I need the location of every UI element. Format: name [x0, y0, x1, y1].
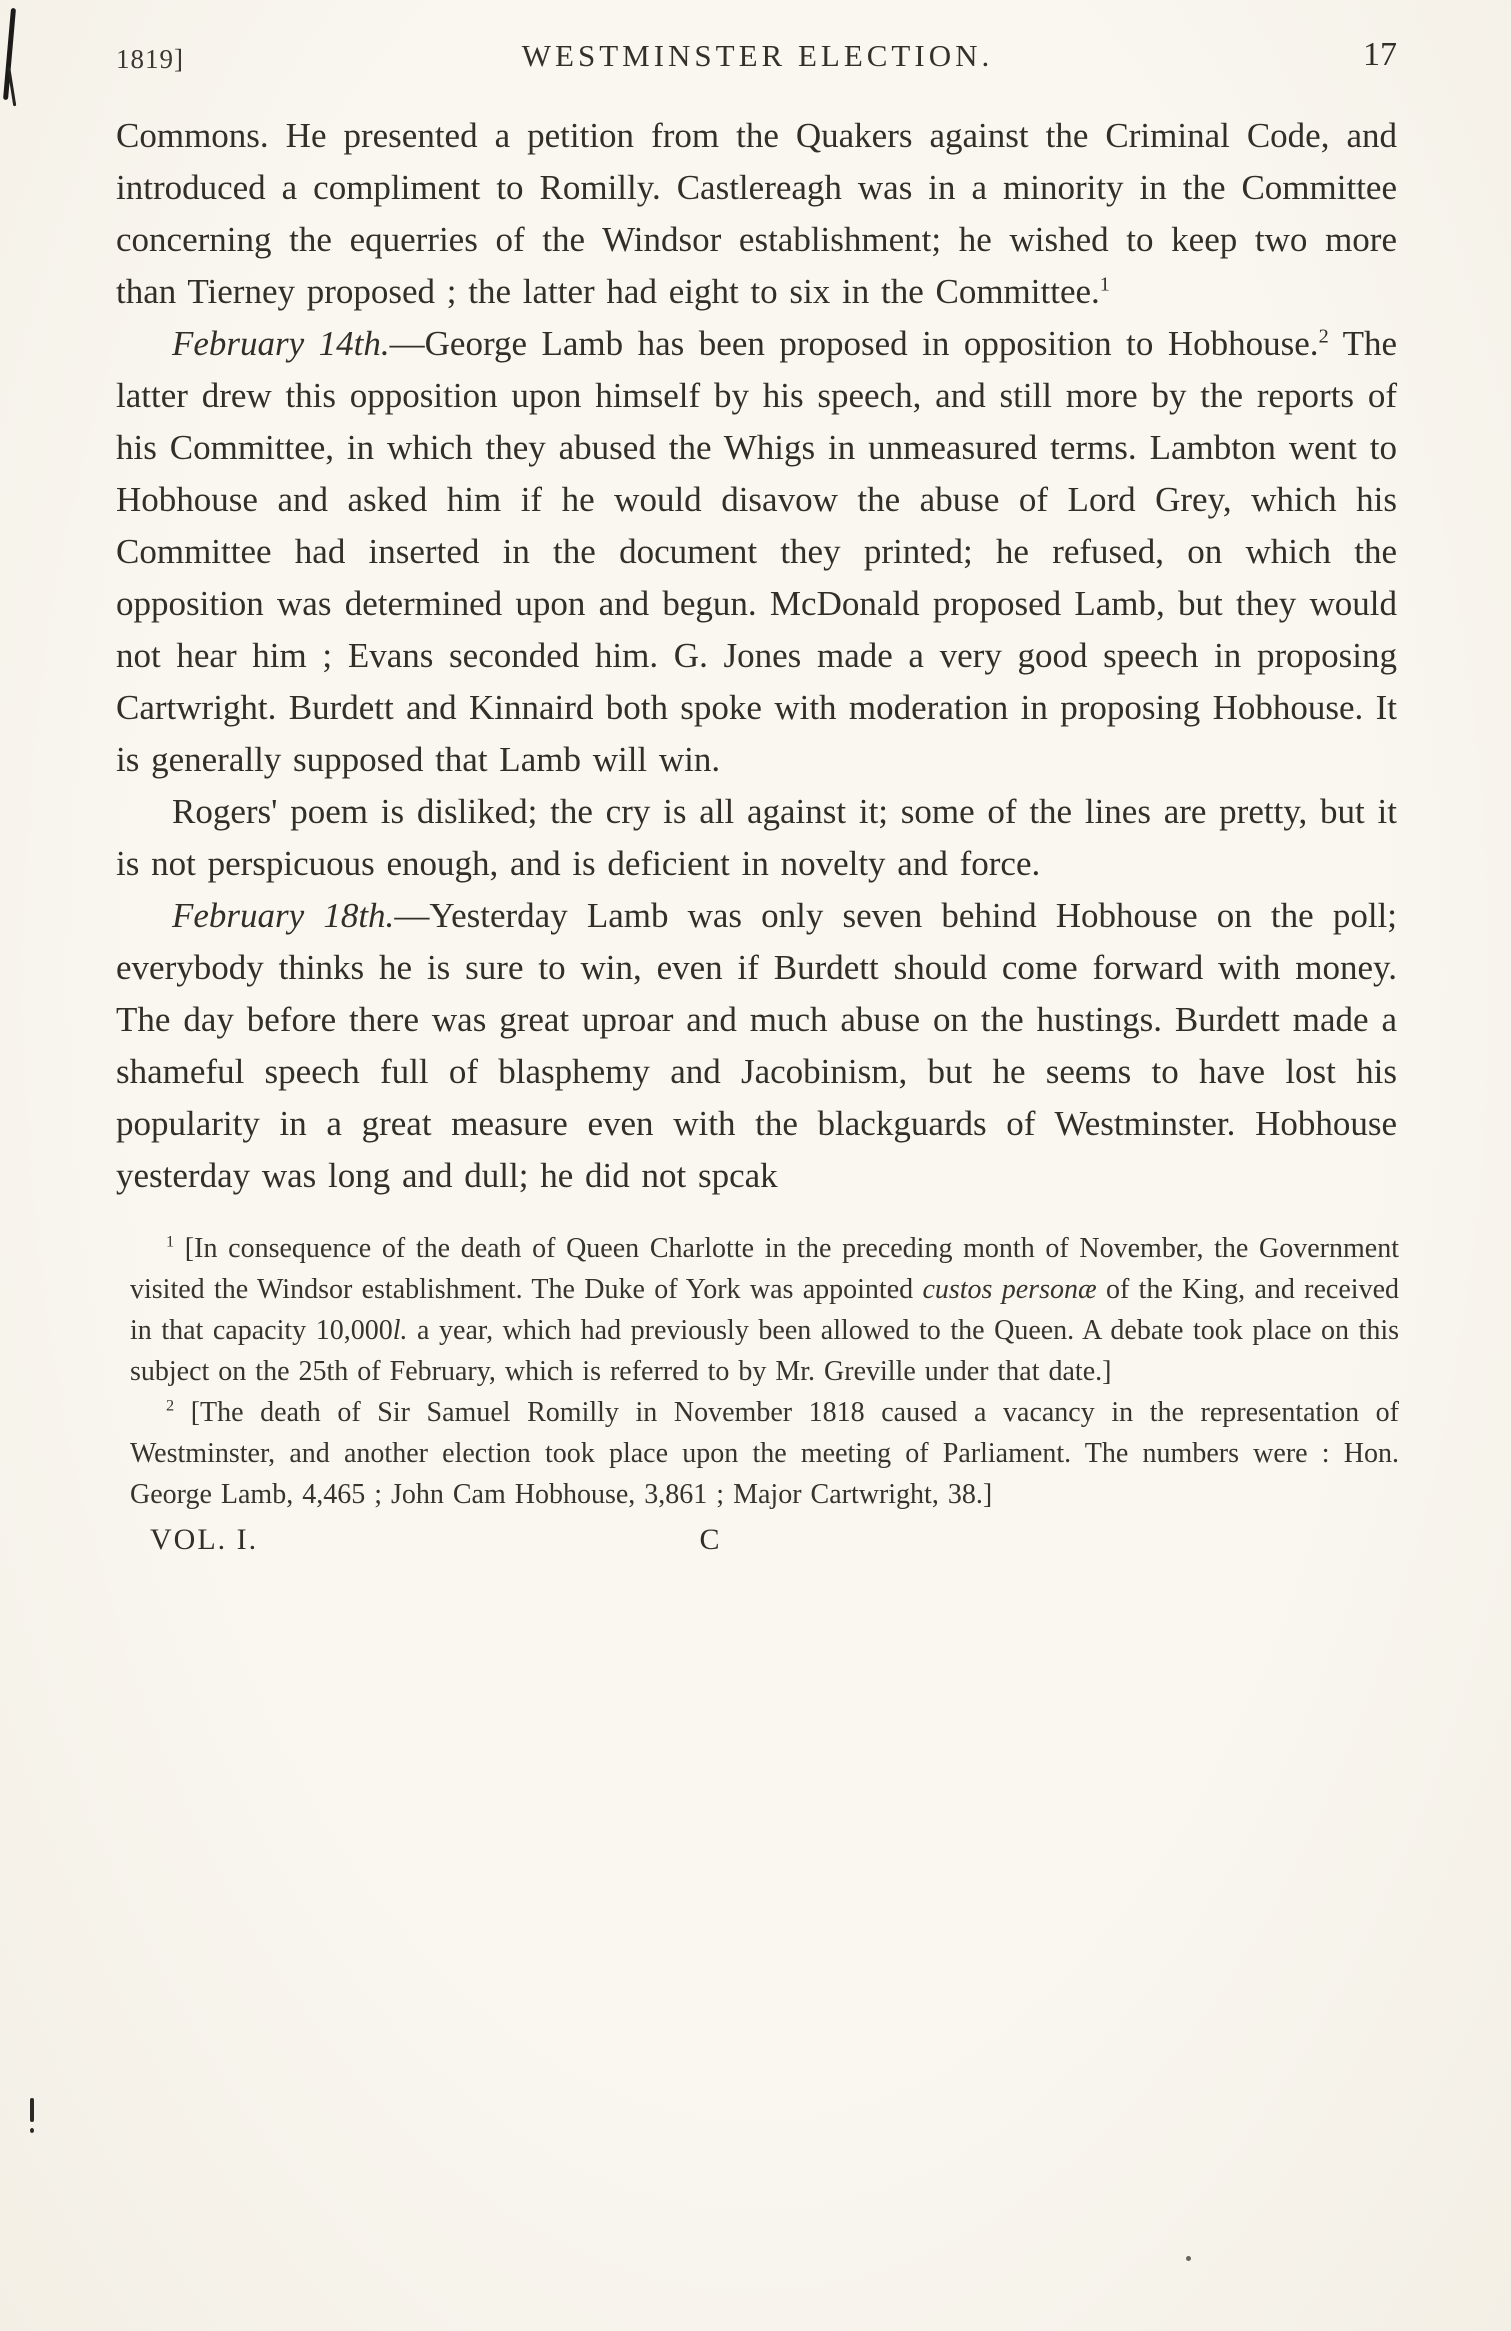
text-run: of the King, and received in that capacity 10,000: [130, 1274, 1399, 1346]
signature-mark: C: [699, 1523, 720, 1556]
text-run: The latter drew this opposition upon himself by his speech, and still more by the reports of his Committee, in which they abused the Whigs in unmeasured terms. Lambton went to Hobhouse and asked him if he would disavow the abuse of Lord Grey, which his Committee had inserted in the document they printed; he refused, on which the opposition was determined upon and begun. McDonald proposed Lamb, but they would not hear him ; Evans seconded him. G. Jones made a very good speech in proposing Cartwright. Burdett and Kinnaird both spoke with moderation in proposing Hobhouse. It is generally supposed that Lamb will win.: [116, 324, 1397, 779]
scan-mark-left-margin: [30, 2098, 34, 2122]
text-run: Rogers' poem is disliked; the cry is all against it; some of the lines are pretty, but it is not perspicuous enough, and is deficient in novelty and force.: [116, 792, 1397, 883]
footnote-marker: 1: [166, 1232, 175, 1251]
running-title: WESTMINSTER ELECTION.: [521, 38, 994, 73]
footnote-marker: 1: [1099, 273, 1110, 296]
text-run: Commons. He presented a petition from the Quakers against the Criminal Code, and introduced a compliment to Romilly. Castlereagh was in a minority in the Committee concerning the equerries of the Windsor establishment; he wished to keep two more than Tierney proposed ; the latter had eight to six in the Committee.: [116, 116, 1397, 311]
footnote-marker: 2: [166, 1396, 175, 1415]
text-run: [In consequence of the death of Queen Charlotte in the preceding month of November, the Government visited the Windsor establishment. The Duke of York was appointed: [130, 1233, 1399, 1305]
page-header: [116, 36, 1399, 88]
footnotes: [130, 1228, 1399, 1515]
footnote: [130, 1228, 1399, 1392]
scan-mark-top-left: [3, 8, 16, 100]
text-run: [The death of Sir Samuel Romilly in November 1818 caused a vacancy in the representation of Westminster, and another election took place upon the meeting of Parliament. The numbers were : Hon. George Lamb, 4,465 ; John Cam Hobhouse, 3,861 ; Major Cartwright, 38.]: [130, 1397, 1399, 1510]
paragraph: [116, 786, 1397, 890]
volume-label: VOL. I.: [150, 1523, 259, 1556]
text-run: l.: [392, 1315, 408, 1346]
page-number: 17: [1363, 36, 1397, 73]
text-run: custos personæ: [922, 1274, 1097, 1305]
paragraph: [116, 890, 1397, 1202]
text-run: February 14th.: [172, 324, 390, 363]
footnote-marker: 2: [1318, 325, 1329, 348]
text-run: a year, which had previously been allowed to the Queen. A debate took place on this subject on the 25th of February, which is referred to by Mr. Greville under that date.]: [130, 1315, 1399, 1387]
footnote: [130, 1392, 1399, 1515]
header-year: 1819]: [116, 44, 184, 74]
paragraph: [116, 110, 1397, 318]
paragraph: [116, 318, 1397, 786]
page-footer: [150, 1523, 1399, 1567]
scan-dot-bottom-right: [1186, 2256, 1191, 2261]
text-run: February 18th.: [172, 896, 395, 935]
text-run: —George Lamb has been proposed in opposition to Hobhouse.: [389, 324, 1319, 363]
page-body: [116, 110, 1397, 1202]
text-run: —Yesterday Lamb was only seven behind Hobhouse on the poll; everybody thinks he is sure to win, even if Burdett should come forward with money. The day before there was great uproar and much abuse on the hustings. Burdett made a shameful speech full of blasphemy and Jacobinism, but he seems to have lost his popularity in a great measure even with the blackguards of Westminster. Hobhouse yesterday was long and dull; he did not spcak: [116, 896, 1398, 1195]
